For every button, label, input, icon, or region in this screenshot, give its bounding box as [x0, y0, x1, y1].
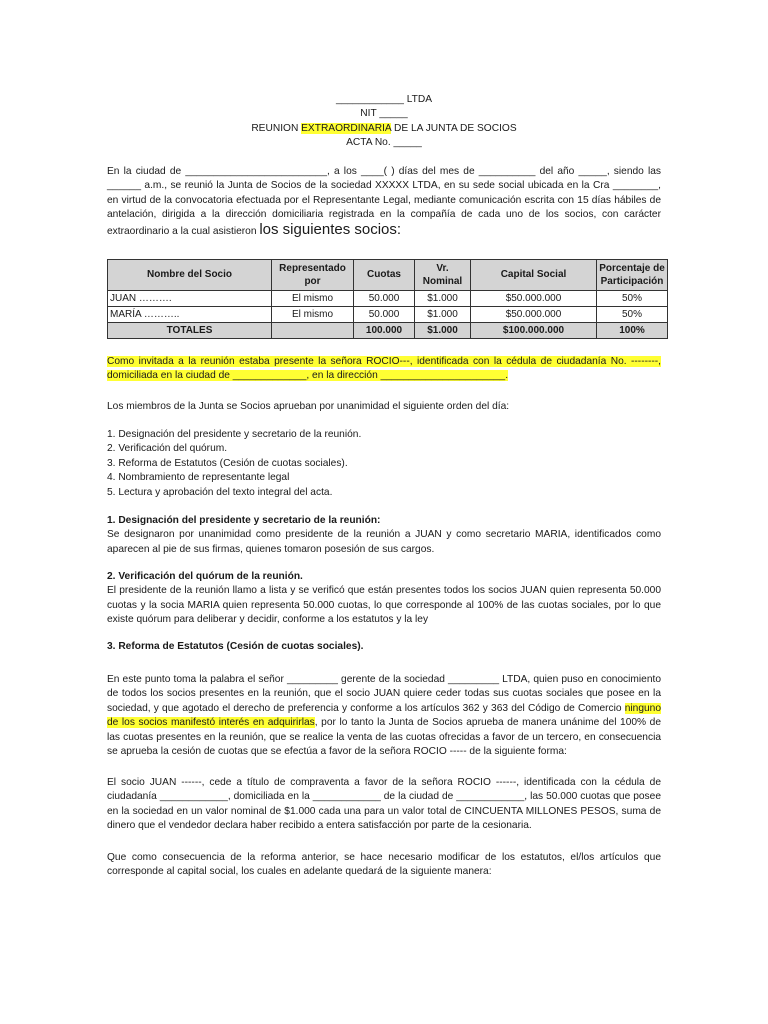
document-header	[107, 93, 661, 151]
table-row	[108, 291, 668, 307]
section-1-title	[107, 514, 661, 528]
guest-text-highlight: Como invitada a la reunión estaba presente la señora ROCIO---, identificada con la cédula de ciudadanía No. --------, domiciliada en la ciudad de _____________, en la dirección ______________________.	[107, 356, 661, 382]
section-3-paragraph-1	[107, 673, 661, 759]
section-1-title-text: 1. Designación del presidente y secretario de la reunión:	[107, 515, 381, 526]
section-3-paragraph-3: Que como consecuencia de la reforma anterior, se hace necesario modificar de los estatutos, el/los artículos que corresponde al capital social, los cuales en adelante quedará de la siguiente manera:	[107, 852, 661, 878]
company-name-line: ____________ LTDA	[335, 94, 433, 105]
cell-totals-cuotas: 100.000	[354, 323, 415, 339]
section-3-title	[107, 640, 661, 654]
cell-capital: $50.000.000	[471, 307, 597, 323]
section-1-body: Se designaron por unanimidad como presidente de la reunión a JUAN y como secretario MARIA, identificados como aparecen al pie de sus firmas, quienes tomaron posesión de sus cargos.	[107, 529, 661, 555]
cell-percentage: 50%	[597, 291, 668, 307]
agenda-list	[107, 428, 661, 500]
meeting-title-pre: REUNION	[251, 122, 302, 134]
section-1	[107, 514, 661, 557]
intro-paragraph	[107, 165, 661, 239]
cell-totals-capital: $100.000.000	[471, 323, 597, 339]
section-3-p1-pre: En este punto toma la palabra el señor _________ gerente de la sociedad _________ LTDA, quien puso en conocimiento de todos los socios presentes en la reunión, que el socio JUAN quiere ceder todas sus cuotas sociales que posee en la sociedad, y que agotado el derecho de preferencia y conforme a los artículos 362 y 363 del Código de Comercio	[107, 674, 661, 714]
section-2-title	[107, 570, 661, 584]
cell-totals-nominal: $1.000	[415, 323, 471, 339]
guest-paragraph	[107, 355, 661, 384]
table-header-row	[108, 260, 668, 291]
col-header-name: Nombre del Socio	[108, 260, 272, 291]
col-header-cuotas: Cuotas	[354, 260, 415, 291]
col-header-capital: Capital Social	[471, 260, 597, 291]
intro-text: En la ciudad de _________________________, a los ____( ) días del mes de __________ del año _____, siendo las ______ a.m., se reunió la Junta de Socios de la sociedad XXXXX LTDA, en su sede social ubicada en la Cra ________, en virtud de la convocatoria efectuada por el Representante Legal, mediante comunicación escrita con 15 días hábiles de antelación, dirigida a la dirección domiciliaria registrada en la compañía de cada uno de los socios, con carácter extraordinario a la cual asistieron	[107, 166, 661, 237]
section-3-p1-post: , por lo tanto la Junta de Socios aprueba de manera unánime del 100% de las cuotas presentes en la reunión, que se realice la venta de las cuotas ofrecidas a favor de un tercero, en consecuencia se aprueba la cesión de cuotas que se efectúa a favor de la señora ROCIO ----- de la siguiente forma:	[107, 717, 661, 758]
cell-partner-name: JUAN ……….	[108, 291, 272, 307]
section-2	[107, 570, 661, 628]
cell-totals-represented	[272, 323, 354, 339]
meeting-type-highlight: EXTRAORDINARIA	[301, 122, 392, 134]
nit-line: NIT _____	[360, 108, 408, 120]
col-header-represented: Representado por	[272, 260, 354, 291]
cell-percentage: 50%	[597, 307, 668, 323]
cell-totals-label: TOTALES	[108, 323, 272, 339]
cell-represented: El mismo	[272, 307, 354, 323]
partners-table	[107, 259, 668, 339]
agenda-item: 4. Nombramiento de representante legal	[107, 472, 290, 484]
agenda-item: 2. Verificación del quórum.	[107, 443, 228, 455]
section-3-p1-highlight: ninguno de los socios manifestó interés en adquirirlas	[107, 702, 661, 729]
acta-number-line: ACTA No. _____	[346, 137, 422, 149]
agenda-item: 3. Reforma de Estatutos (Cesión de cuotas sociales).	[107, 457, 348, 469]
cell-nominal: $1.000	[415, 291, 471, 307]
meeting-title-post: DE LA JUNTA DE SOCIOS	[391, 122, 517, 134]
col-header-percentage: Porcentaje de Participación	[597, 260, 668, 291]
cell-cuotas: 50.000	[354, 291, 415, 307]
cell-capital: $50.000.000	[471, 291, 597, 307]
section-2-body: El presidente de la reunión llamo a lista y se verificó que están presentes todos los socios JUAN quien representa 50.000 cuotas y la socia MARIA quien representa 50.000 cuotas, lo que corresponde al 100% de las cuotas sociales, por lo que existe quórum para deliberar y decidir, conforme a los estatutos y la ley	[107, 585, 661, 626]
section-2-title-text: 2. Verificación del quórum de la reunión.	[107, 571, 303, 582]
agenda-intro: Los miembros de la Junta se Socios aprueban por unanimidad el siguiente orden del día:	[107, 401, 510, 412]
table-totals-row	[108, 323, 668, 339]
cell-nominal: $1.000	[415, 307, 471, 323]
cell-cuotas: 50.000	[354, 307, 415, 323]
agenda-item: 5. Lectura y aprobación del texto integral del acta.	[107, 486, 333, 498]
intro-text-large: los siguientes socios:	[259, 220, 402, 238]
col-header-nominal: Vr. Nominal	[415, 260, 471, 291]
cell-totals-percentage: 100%	[597, 323, 668, 339]
cell-partner-name: MARÍA ………..	[108, 307, 272, 323]
agenda-item: 1. Designación del presidente y secretario de la reunión.	[107, 429, 362, 440]
table-row	[108, 307, 668, 323]
section-3-title-text: 3. Reforma de Estatutos (Cesión de cuotas sociales).	[107, 641, 364, 652]
meeting-title	[107, 122, 661, 136]
cell-represented: El mismo	[272, 291, 354, 307]
section-3-paragraph-2: El socio JUAN ------, cede a título de compraventa a favor de la señora ROCIO ------, identificada con la cédula de ciudadanía ____________, domiciliada en la ____________ de la ciudad de ____________, las 50.000 cuotas que posee en la sociedad en un valor nominal de $1.000 cada una para un valor total de CINCUENTA MILLONES PESOS, suma de dinero que el vendedor declara haber recibido a entera satisfacción por parte de la cesionaria.	[107, 777, 661, 832]
